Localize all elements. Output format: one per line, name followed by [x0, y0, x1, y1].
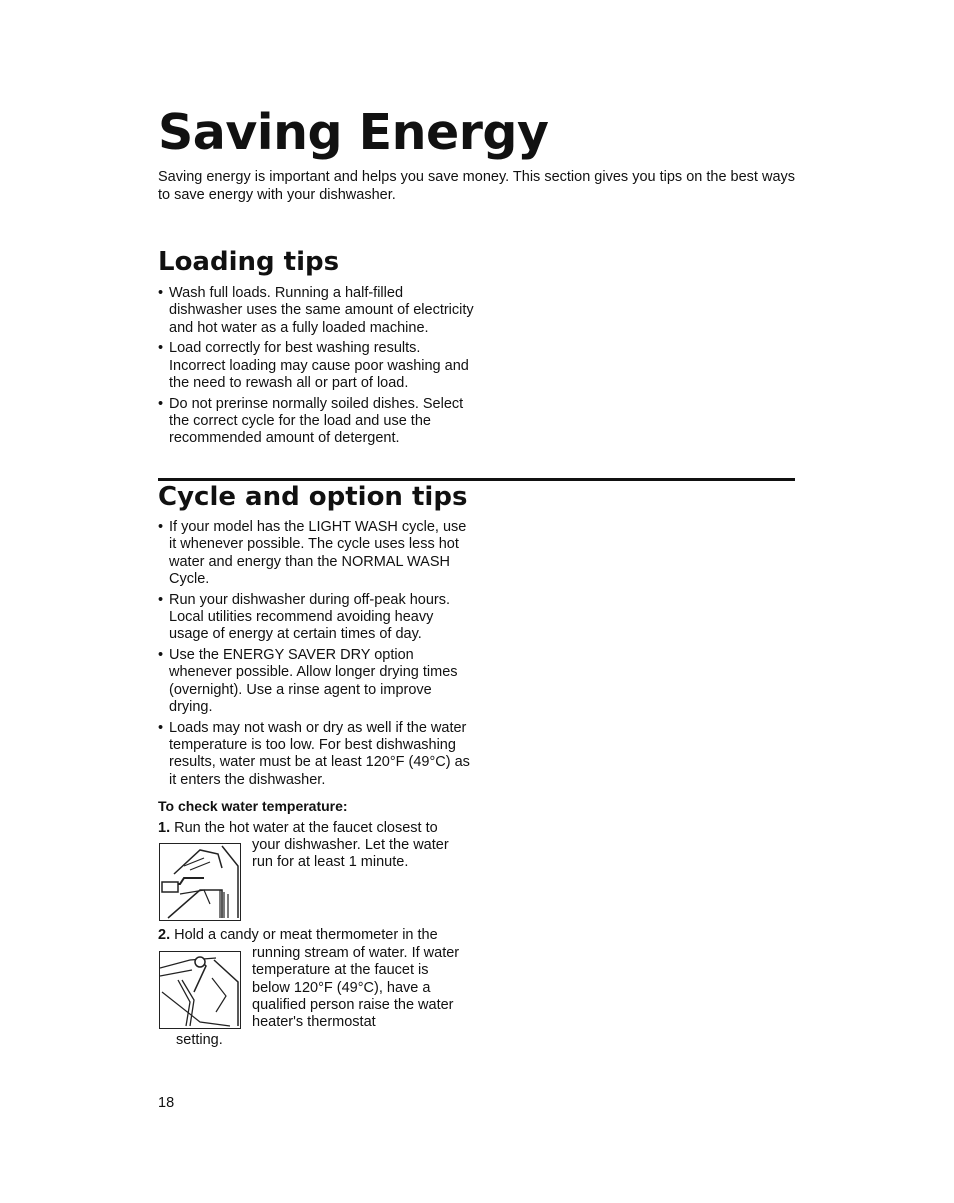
page-number: 18	[158, 1095, 175, 1111]
step-2-lead-text: Hold a candy or meat thermometer in the	[174, 927, 438, 943]
faucet-running-water-illustration-icon	[159, 843, 241, 921]
list-item: • If your model has the LIGHT WASH cycle, use it whenever possible. The cycle uses less hot water and energy than the NORMAL WASH Cycle.	[158, 519, 476, 588]
step-2-tail: setting.	[176, 1032, 223, 1048]
list-item: • Run your dishwasher during off-peak hours. Local utilities recommend avoiding heavy usage of energy at certain times of day.	[158, 592, 476, 644]
step-1-lead-text: Run the hot water at the faucet closest to	[174, 820, 438, 836]
list-item: • Load correctly for best washing results. Incorrect loading may cause poor washing and the need to rewash all or part of load.	[158, 340, 478, 392]
section-divider	[158, 478, 795, 481]
page-title: Saving Energy	[158, 104, 549, 161]
thermometer-in-water-illustration-icon	[159, 951, 241, 1029]
list-item: • Wash full loads. Running a half-filled dishwasher uses the same amount of electricity and hot water as a fully loaded machine.	[158, 285, 478, 337]
cycle-tips-list	[158, 519, 476, 792]
list-item: • Loads may not wash or dry as well if the water temperature is too low. For best dishwashing results, water must be at least 120°F (49°C) as it enters the dishwasher.	[158, 720, 476, 789]
loading-tips-heading: Loading tips	[158, 247, 340, 277]
step-1-text: your dishwasher. Let the water run for at least 1 minute.	[252, 837, 449, 871]
list-item: • Do not prerinse normally soiled dishes. Select the correct cycle for the load and use the recommended amount of detergent.	[158, 396, 478, 448]
step-2-number: 2.	[158, 927, 171, 943]
step-2-lead	[158, 927, 478, 944]
step-1-number: 1.	[158, 820, 171, 836]
step-1-lead	[158, 820, 478, 837]
check-temperature-heading: To check water temperature:	[158, 798, 348, 814]
loading-tips-list	[158, 285, 478, 451]
step-2-text: running stream of water. If water temperature at the faucet is below 120°F (49°C), have a qualified person raise the water heater's thermostat	[252, 945, 460, 1031]
intro-paragraph: Saving energy is important and helps you save money. This section gives you tips on the best ways to save energy with your dishwasher.	[158, 169, 796, 203]
list-item: • Use the ENERGY SAVER DRY option whenever possible. Allow longer drying times (overnight). Use a rinse agent to improve drying.	[158, 647, 476, 716]
cycle-tips-heading: Cycle and option tips	[158, 482, 468, 512]
